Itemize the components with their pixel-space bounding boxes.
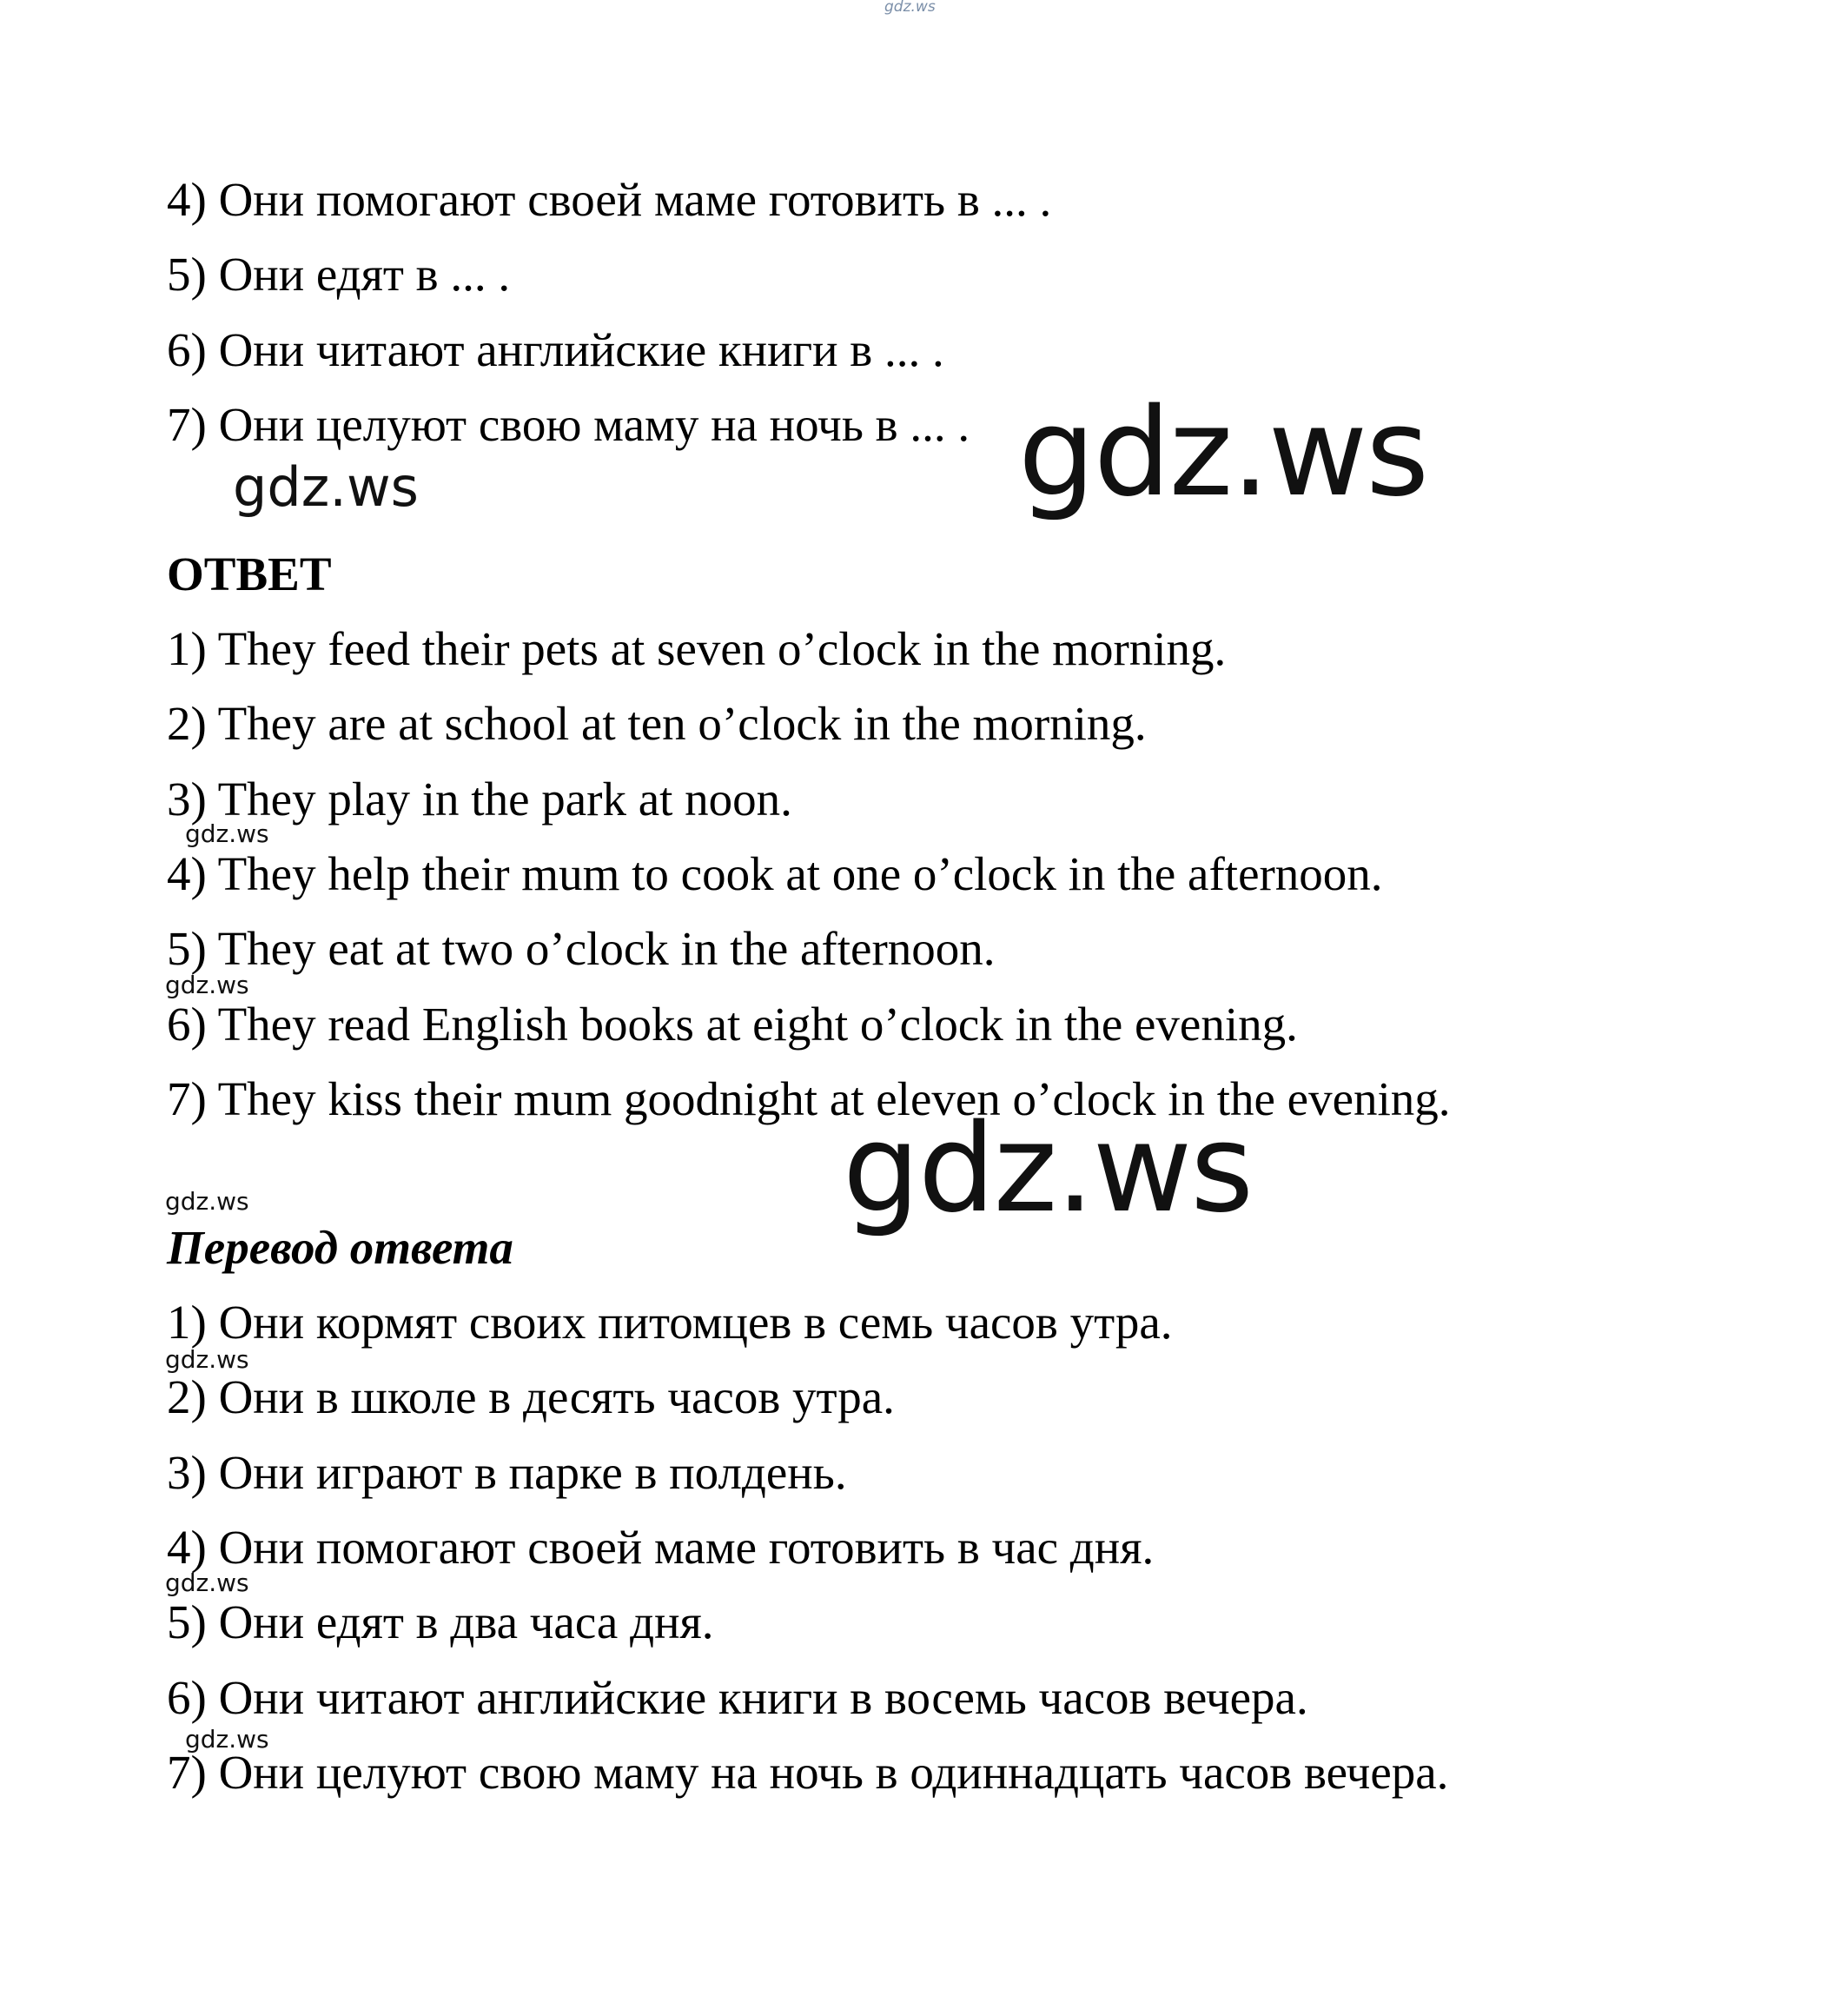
- translation-line-2: 2) Они в школе в десять часов утра.: [167, 1370, 895, 1423]
- translation-line-1: 1) Они кормят своих питомцев в семь часов утра.: [167, 1296, 1173, 1349]
- watermark-small-4: gdz.ws: [165, 1345, 249, 1374]
- watermark-top: gdz.ws: [884, 0, 936, 16]
- watermark-medium-1: gdz.ws: [233, 455, 419, 519]
- watermark-large-2: gdz.ws: [843, 1098, 1253, 1240]
- watermark-small-2: gdz.ws: [165, 971, 249, 999]
- answer-line-6: 6) They read English books at eight o’clock in the evening.: [167, 998, 1298, 1051]
- question-line-5: 5) Они едят в ... .: [167, 248, 511, 301]
- question-line-4: 4) Они помогают своей маме готовить в ... .: [167, 173, 1052, 226]
- answer-line-4: 4) They help their mum to cook at one o’clock in the afternoon.: [167, 847, 1383, 900]
- translation-line-7: 7) Они целуют свою маму на ночь в одиннадцать часов вечера.: [167, 1746, 1449, 1799]
- question-line-7: 7) Они целуют свою маму на ночь в ... .: [167, 398, 970, 451]
- answer-line-7: 7) They kiss their mum goodnight at eleven o’clock in the evening.: [167, 1072, 1451, 1125]
- answer-heading: ОТВЕТ: [167, 547, 332, 600]
- translation-line-5: 5) Они едят в два часа дня.: [167, 1595, 714, 1648]
- translation-heading: Перевод ответа: [167, 1221, 513, 1274]
- answer-line-2: 2) They are at school at ten o’clock in the morning.: [167, 697, 1147, 750]
- answer-line-3: 3) They play in the park at noon.: [167, 773, 792, 826]
- watermark-small-3: gdz.ws: [165, 1187, 249, 1216]
- watermark-small-5: gdz.ws: [165, 1568, 249, 1597]
- watermark-large-1: gdz.ws: [1018, 382, 1428, 524]
- translation-line-6: 6) Они читают английские книги в восемь часов вечера.: [167, 1671, 1308, 1724]
- translation-line-4: 4) Они помогают своей маме готовить в час дня.: [167, 1521, 1155, 1574]
- translation-line-3: 3) Они играют в парке в полдень.: [167, 1446, 847, 1499]
- watermark-small-1: gdz.ws: [185, 819, 269, 848]
- answer-line-5: 5) They eat at two o’clock in the afternoon.: [167, 922, 996, 975]
- answer-line-1: 1) They feed their pets at seven o’clock in the morning.: [167, 622, 1227, 675]
- question-line-6: 6) Они читают английские книги в ... .: [167, 323, 944, 376]
- watermark-small-6: gdz.ws: [185, 1725, 269, 1754]
